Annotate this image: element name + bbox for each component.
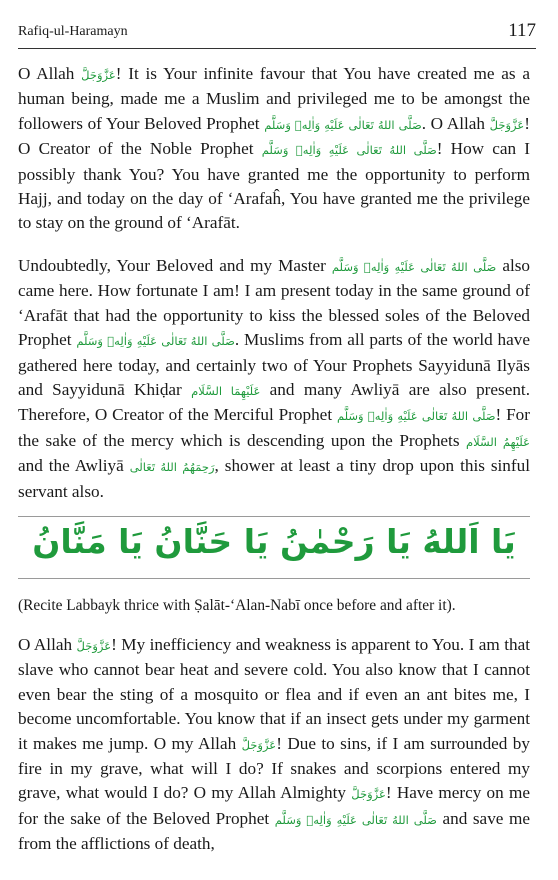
text: ! How can I possibly thank You? You have granted me the opportunity to perform Hajj, and today on the day of ‘Arafaĥ, You have granted me the privilege to stay on the ground of ‘Arafāt. — [18, 139, 530, 233]
arabic-salutation: عَلَيْهِمُ السَّلَام — [466, 434, 530, 449]
arabic-salutation: صَلَّى اللهُ تَعَالٰى عَلَيْهِ وَاٰلِهٖ وَسَلَّم — [261, 143, 437, 158]
arabic-salutation: عَزَّوَجَلَّ — [489, 117, 525, 132]
arabic-salutation: عَزَّوَجَلَّ — [241, 737, 277, 752]
text: O Allah — [18, 635, 77, 654]
text: ! Due to sins, if I am surrounded by fire in my grave, what will I do? If snakes and scorpions entered my grave, what would I do? O my Allah Almighty — [18, 733, 530, 803]
text: and many Awliyā are also present. Therefore, O Creator of the Merciful Prophet — [18, 380, 530, 425]
text: Undoubtedly, Your Beloved and my Master — [18, 256, 332, 275]
text: and save me from the afflictions of death, — [18, 808, 530, 854]
text: ! For the sake of the mercy which is descending upon the Prophets — [18, 405, 530, 450]
text: and the Awliyā — [18, 456, 130, 476]
page-header — [18, 20, 536, 49]
arabic-calligraphy: يَا اَللهُ يَا رَحْمٰنُ يَا حَنَّانُ يَا مَنَّانُ — [32, 522, 516, 561]
text: ! It is Your infinite favour that You have created me as a human being, made me a Muslim and privileged me to be amongst the followers of Your Beloved Prophet — [18, 64, 531, 133]
arabic-salutation: عَزَّوَجَلَّ — [81, 68, 116, 82]
arabic-salutation: عَزَّوَجَلَّ — [76, 639, 112, 653]
arabic-salutation: صَلَّى اللهُ تَعَالٰى عَلَيْهِ وَاٰلِهٖ وَسَلَّم — [264, 117, 422, 132]
text: ! Have mercy on me for the sake of the Beloved Prophet — [18, 783, 530, 828]
arabic-salutation: عَزَّوَجَلَّ — [351, 787, 386, 802]
arabic-salutation: صَلَّى اللهُ تَعَالٰى عَلَيْهِ وَاٰلِهٖ وَسَلَّم — [336, 409, 496, 424]
arabic-salutation: رَحِمَهُمُ اللهُ تَعَالٰی — [129, 460, 215, 475]
recitation-note: (Recite Labbayk thrice with Ṣalāt-‘Alan-Nabī once before and after it). — [18, 597, 456, 614]
text: ! O Creator of the Noble Prophet — [18, 113, 530, 159]
divider-bottom — [18, 578, 530, 579]
paragraph-3 — [18, 633, 530, 857]
paragraph-1 — [18, 62, 530, 236]
arabic-salutation: صَلَّى اللهُ تَعَالٰى عَلَيْهِ وَاٰلِهٖ وَسَلَّم — [76, 334, 235, 349]
text: O Allah — [18, 64, 82, 83]
text: . Muslims from all parts of the world have gathered here today, and certainly two of Your Prophets Sayyidunā Ilyās and Sayyidunā Khiḍar — [18, 330, 531, 400]
text: . O Allah — [421, 113, 490, 133]
arabic-salutation: صَلَّى اللهُ تَعَالٰى عَلَيْهِ وَاٰلِهٖ وَسَلَّم — [274, 812, 437, 827]
text: ! My inefficiency and weakness is apparent to You. I am that slave who cannot bear heat and severe cold. You also know that I cannot even bear the sting of a mosquito or flea and if even an ant bites me, I become uncomfortable. You know that if an insect gets under my garment it makes me jump. O my Allah — [18, 635, 530, 753]
arabic-salutation: عَلَيْهِمَا السَّلَام — [191, 384, 261, 399]
paragraph-2 — [18, 254, 530, 504]
running-head: Rafiq-ul-Haramayn — [18, 24, 128, 39]
arabic-salutation: صَلَّى اللهُ تَعَالٰى عَلَيْهِ وَاٰلِهٖ وَسَلَّم — [331, 260, 497, 274]
page-number: 117 — [508, 20, 536, 41]
text: , shower at least a tiny drop upon this sinful servant also. — [18, 456, 530, 501]
text: also came here. How fortunate I am! I am present today in the same ground of ‘Arafāt that had the opportunity to kiss the blessed soles of the Beloved Prophet — [18, 256, 530, 350]
